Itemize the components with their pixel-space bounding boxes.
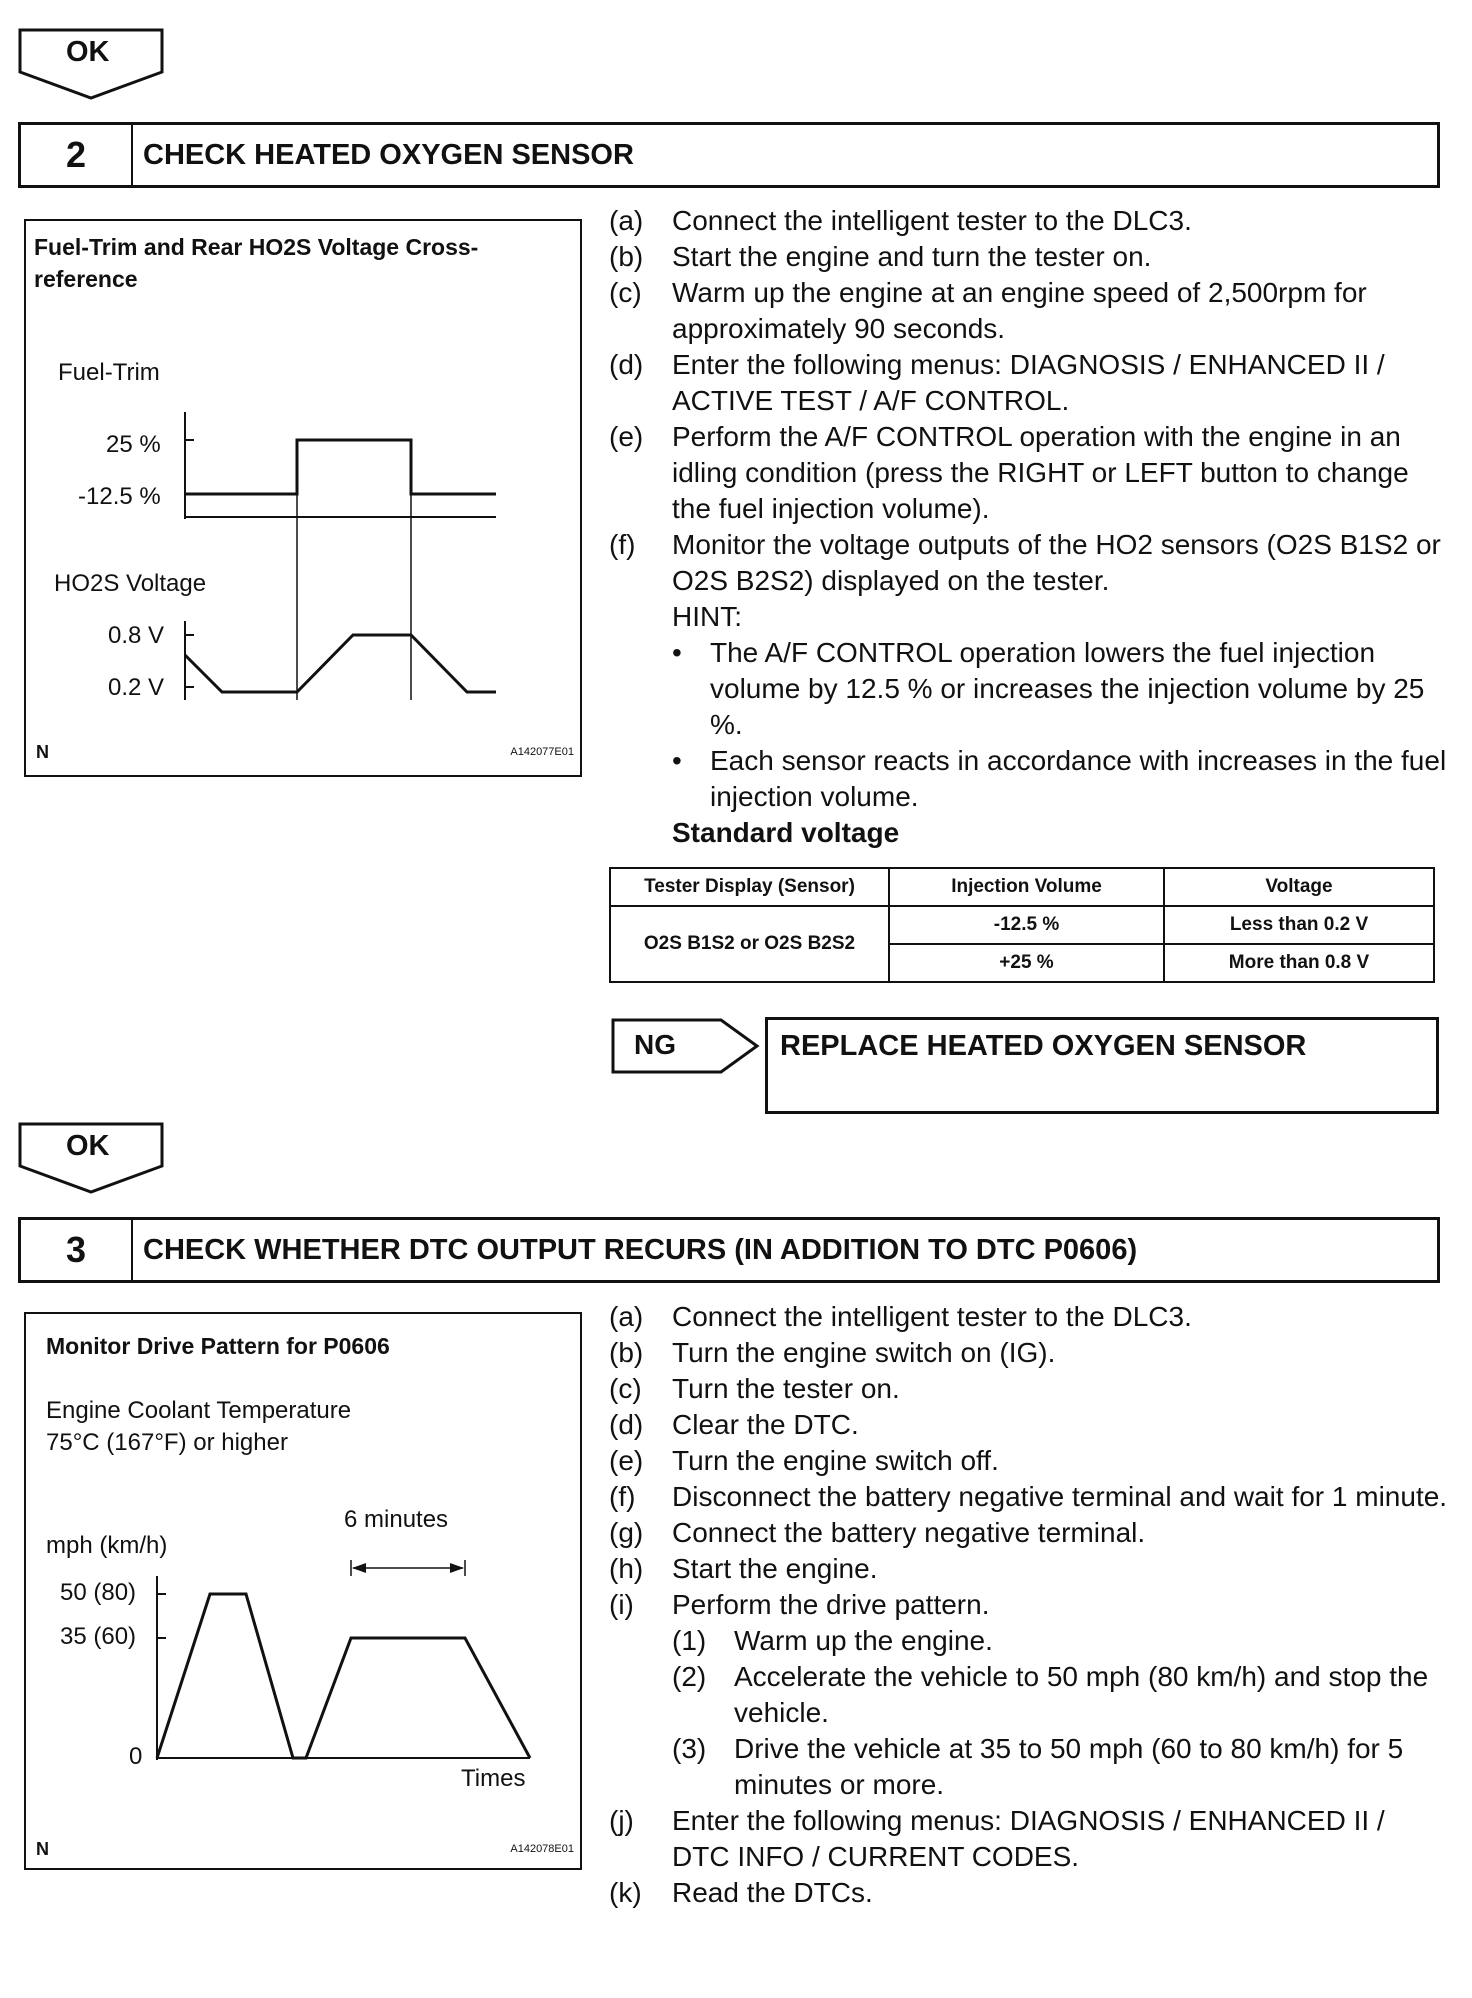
instruction-row: (d) Enter the following menus: DIAGNOSIS / ENHANCED II / ACTIVE TEST / A/F CONTROL. — [609, 349, 1385, 416]
ok-arrow-1 — [18, 28, 164, 100]
table-header: Injection Volume — [889, 868, 1164, 906]
ok-arrow-2 — [18, 1122, 164, 1194]
standard-voltage-label: Standard voltage — [672, 817, 900, 848]
step-3-header — [18, 1217, 1440, 1283]
hint-item: • The A/F CONTROL operation lowers the fuel injection volume by 12.5 % or increases the injection volume by 25 %. — [672, 637, 1425, 740]
step-number: 3 — [21, 1220, 133, 1280]
y-zero-label: 0 — [129, 1743, 143, 1770]
step-title: CHECK HEATED OXYGEN SENSOR — [143, 139, 634, 171]
instruction-row: (c) Warm up the engine at an engine speed of 2,500rpm for approximately 90 seconds. — [609, 277, 1367, 344]
table-header: Voltage — [1164, 868, 1434, 906]
drive-pattern-lines — [157, 1560, 530, 1760]
instruction-row: (f) Disconnect the battery negative terminal and wait for 1 minute. — [609, 1481, 1448, 1512]
figure-drive-pattern — [24, 1312, 582, 1870]
ho2s-label: HO2S Voltage — [54, 570, 207, 597]
step-2-instructions — [609, 203, 1449, 851]
instruction-row: (a) Connect the intelligent tester to the DLC3. — [609, 205, 1192, 236]
figure-title: Fuel-Trim and Rear HO2S Voltage Cross-reference — [34, 234, 479, 292]
table-cell: -12.5 % — [889, 906, 1164, 944]
figure-title: Monitor Drive Pattern for P0606 — [46, 1333, 390, 1359]
fuel-trim-label: Fuel-Trim — [58, 359, 160, 386]
ok-label: OK — [66, 36, 110, 68]
step-2-header — [18, 122, 1440, 188]
table-row — [610, 906, 1434, 944]
instruction-row: (b) Start the engine and turn the tester on. — [609, 241, 1152, 272]
ng-action-box — [765, 1017, 1439, 1114]
hint-item: • Each sensor reacts in accordance with increases in the fuel injection volume. — [672, 745, 1447, 812]
y-high-label: 50 (80) — [60, 1579, 137, 1606]
table-cell: +25 % — [889, 944, 1164, 982]
step-title: CHECK WHETHER DTC OUTPUT RECURS (IN ADDITION TO DTC P0606) — [143, 1234, 1138, 1266]
sub-instruction-row: (1) Warm up the engine. — [672, 1625, 993, 1656]
instruction-row: (g) Connect the battery negative terminal. — [609, 1517, 1146, 1548]
n-mark: N — [36, 742, 49, 762]
ect-line-1: Engine Coolant Temperature — [46, 1397, 352, 1424]
drive-pattern-diagram — [26, 1314, 584, 1872]
sub-instruction-row: (3) Drive the vehicle at 35 to 50 mph (60 to 80 km/h) for 5 minutes or more. — [672, 1733, 1404, 1800]
table-cell-sensor: O2S B1S2 or O2S B2S2 — [610, 906, 889, 982]
bullet-icon: • — [672, 745, 682, 776]
pct-low-label: -12.5 % — [78, 483, 161, 510]
instruction-row: (b) Turn the engine switch on (IG). — [609, 1337, 1056, 1368]
fuel-trim-lines — [185, 412, 496, 700]
instruction-row: (c) Turn the tester on. — [609, 1373, 900, 1404]
ng-label: NG — [634, 1029, 676, 1060]
y-mid-label: 35 (60) — [60, 1623, 137, 1650]
instruction-row: (k) Read the DTCs. — [609, 1877, 873, 1908]
step-number: 2 — [21, 125, 133, 185]
instruction-row: (h) Start the engine. — [609, 1553, 878, 1584]
standard-voltage-table — [609, 867, 1435, 983]
fuel-trim-diagram — [26, 221, 584, 779]
step-3-instructions — [609, 1299, 1449, 1911]
ect-line-2: 75°C (167°F) or higher — [46, 1429, 288, 1456]
table-header-row — [610, 868, 1434, 906]
table-cell: Less than 0.2 V — [1164, 906, 1434, 944]
instruction-row: (i) Perform the drive pattern. (1) Warm up the engine. (2) Accelerate the vehicle to 50 mph (80 km/h) and stop the vehicle. (3) Drive the vehicle at 35 to 50 mph (60 to 80 km/h) for 5 minutes or more. — [609, 1587, 1449, 1803]
figure-fuel-trim — [24, 219, 582, 777]
pct-high-label: 25 % — [106, 431, 161, 458]
x-label: Times — [461, 1765, 526, 1792]
v-high-label: 0.8 V — [108, 622, 165, 649]
instruction-row: (d) Clear the DTC. — [609, 1409, 859, 1440]
table-header: Tester Display (Sensor) — [610, 868, 889, 906]
instruction-row: (f) Monitor the voltage outputs of the HO2 sensors (O2S B1S2 or O2S B2S2) displayed on the tester. — [609, 529, 1441, 596]
bullet-icon: • — [672, 637, 682, 668]
arrow-left-icon — [352, 1563, 366, 1573]
figure-id: A142078E01 — [510, 1843, 574, 1855]
ok-label: OK — [66, 1130, 110, 1162]
six-minutes-label: 6 minutes — [344, 1506, 449, 1533]
instruction-row: (a) Connect the intelligent tester to the DLC3. — [609, 1301, 1192, 1332]
n-mark: N — [36, 1839, 49, 1859]
v-low-label: 0.2 V — [108, 674, 165, 701]
y-unit-label: mph (km/h) — [46, 1532, 168, 1559]
hint-block — [609, 599, 1449, 851]
figure-id: A142077E01 — [510, 746, 574, 758]
instruction-row: (j) Enter the following menus: DIAGNOSIS / ENHANCED II / DTC INFO / CURRENT CODES. — [609, 1805, 1385, 1872]
arrow-right-icon — [450, 1563, 464, 1573]
ng-action-text: REPLACE HEATED OXYGEN SENSOR — [780, 1030, 1307, 1062]
hint-label: HINT: — [672, 601, 742, 632]
sub-instruction-row: (2) Accelerate the vehicle to 50 mph (80 km/h) and stop the vehicle. — [672, 1661, 1429, 1728]
table-cell: More than 0.8 V — [1164, 944, 1434, 982]
instruction-row: (e) Perform the A/F CONTROL operation with the engine in an idling condition (press the RIGHT or LEFT button to change the fuel injection volume). — [609, 421, 1409, 524]
instruction-row: (e) Turn the engine switch off. — [609, 1445, 999, 1476]
